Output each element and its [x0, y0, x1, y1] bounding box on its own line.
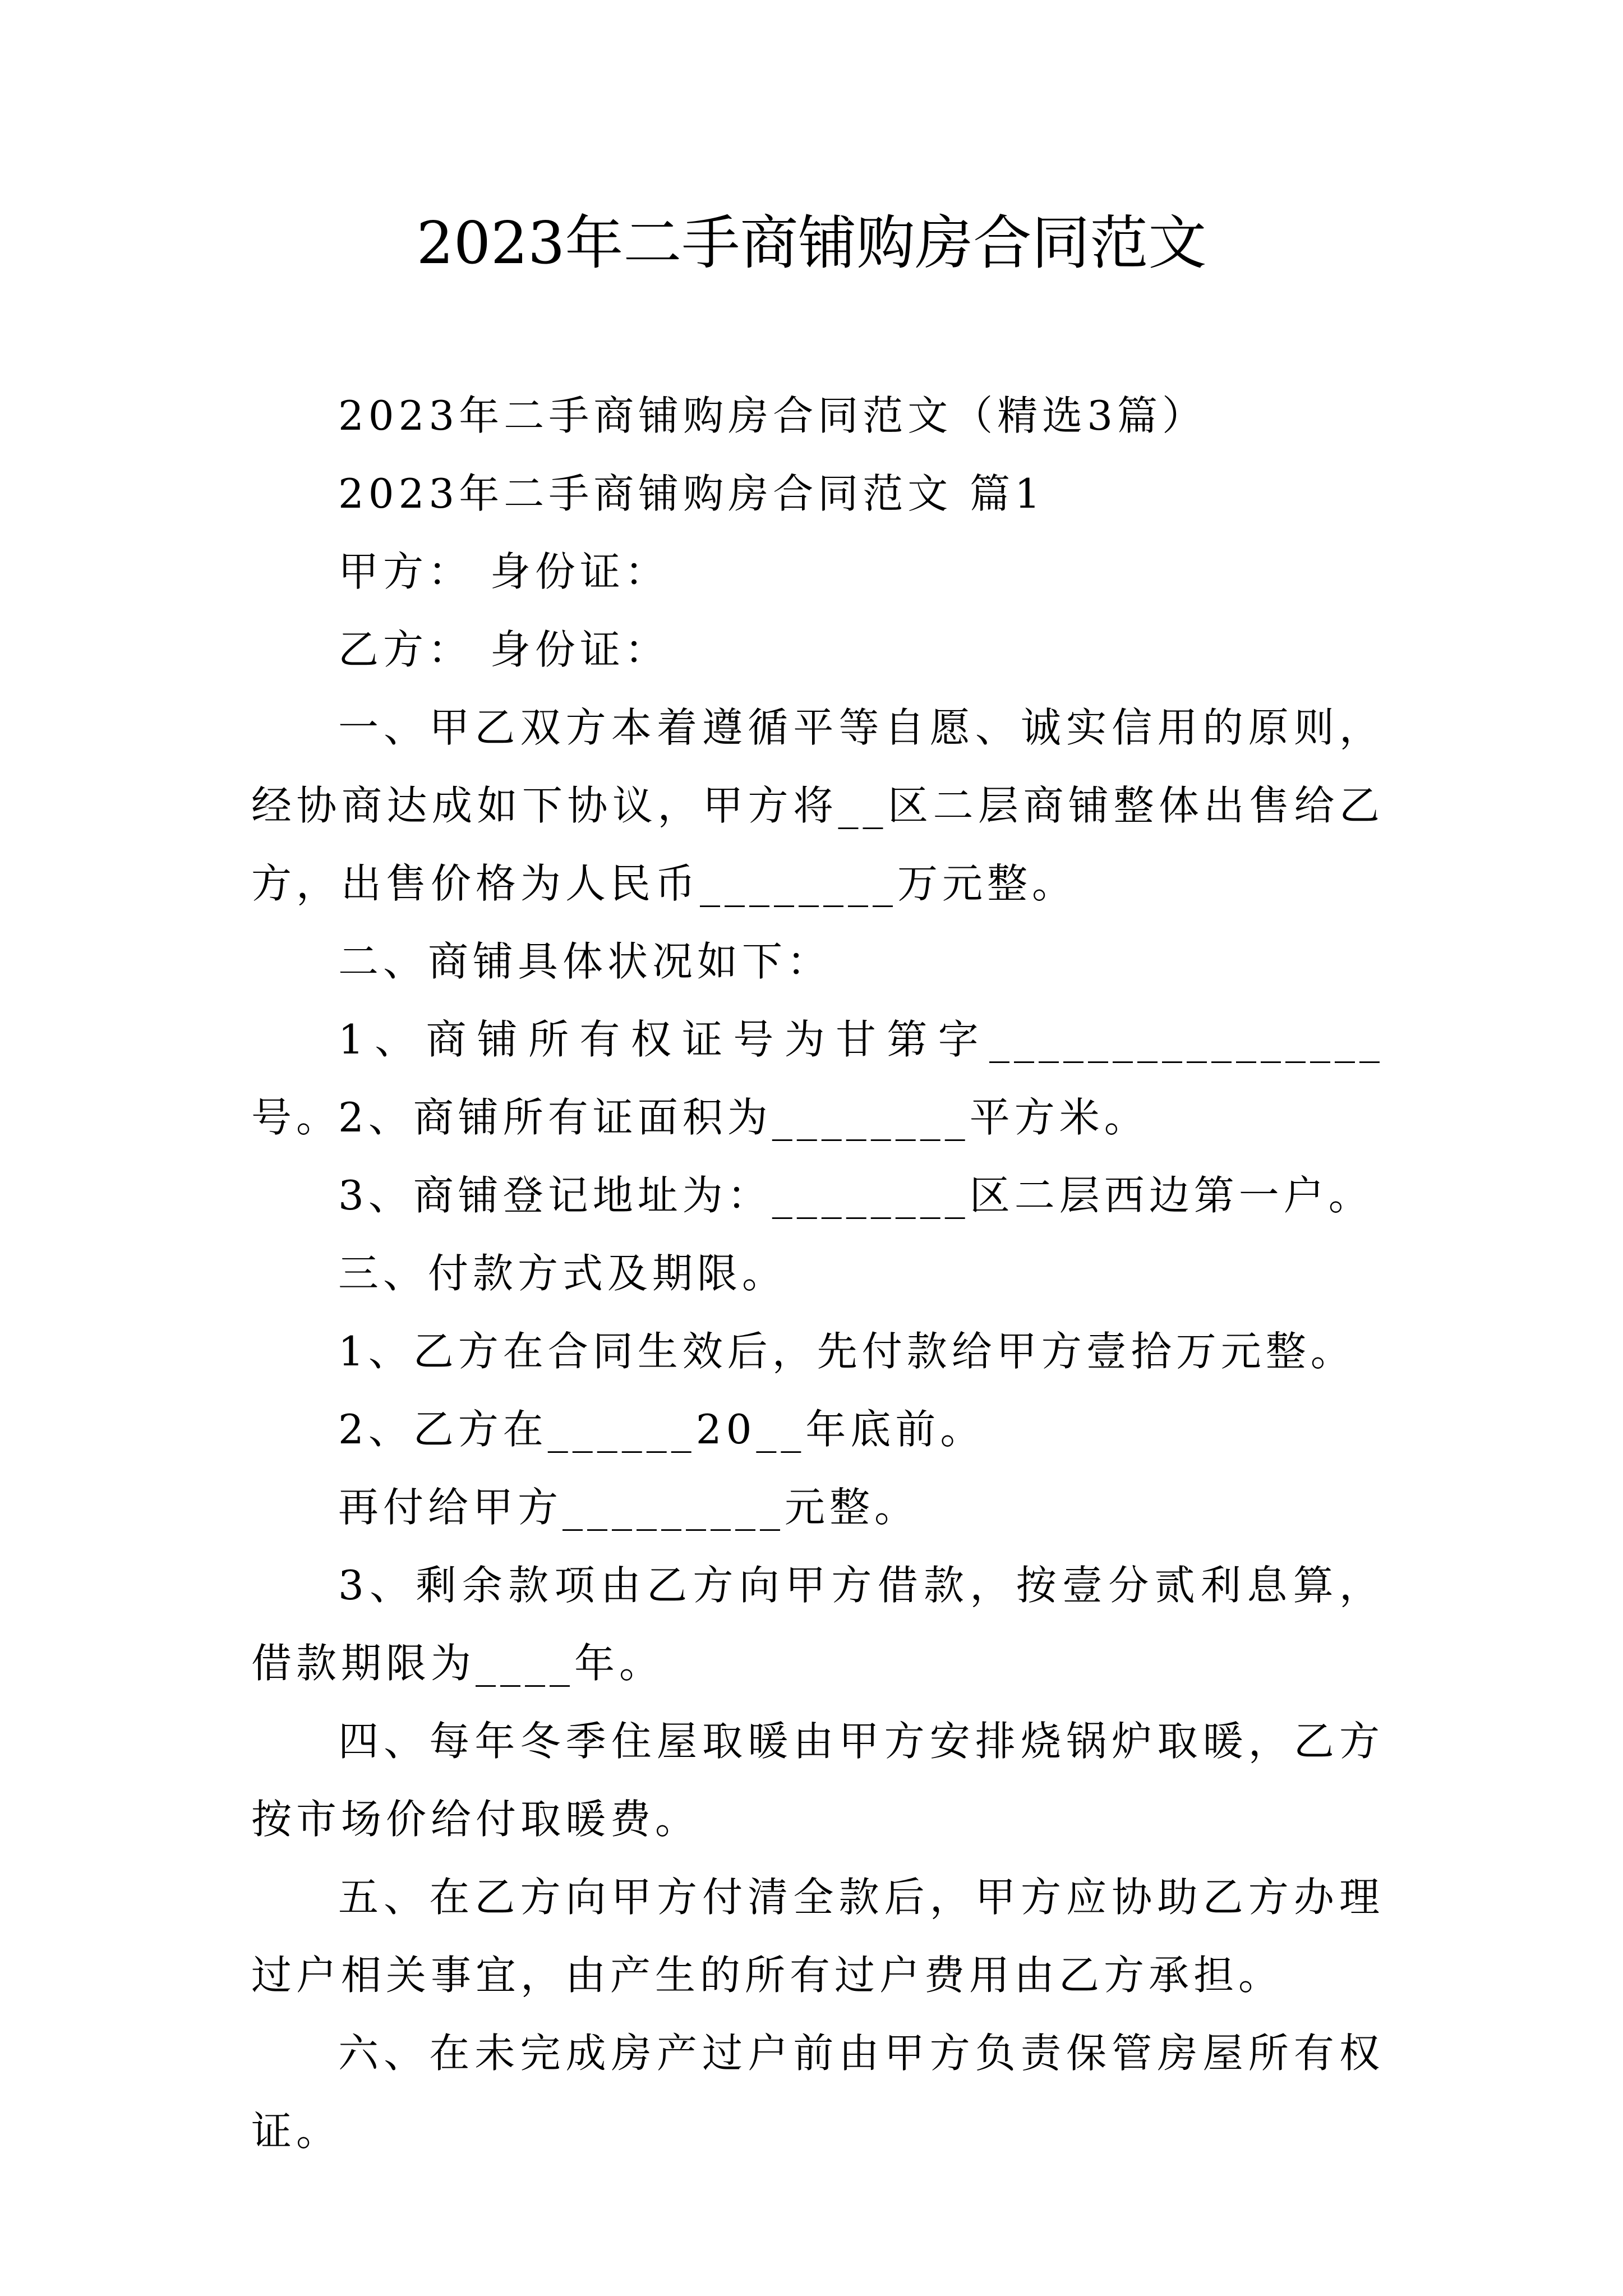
clause-6-paragraph: 六、在未完成房产过户前由甲方负责保管房屋所有权证。: [251, 2030, 1384, 2155]
subtitle-paragraph: 2023年二手商铺购房合同范文（精选3篇）: [338, 392, 1207, 439]
clause-1-paragraph: 一、甲乙双方本着遵循平等自愿、诚实信用的原则，经协商达成如下协议，甲方将__区二层商铺整体出售给乙方，出售价格为人民币________万元整。: [251, 704, 1384, 907]
clause-3-item-1: 1、乙方在合同生效后，先付款给甲方壹拾万元整。: [338, 1328, 1355, 1375]
clause-3-heading: 三、付款方式及期限。: [338, 1250, 787, 1297]
clause-2-item-2: 2、商铺所有证面积为________平方米。: [338, 1094, 1149, 1141]
document-title: 2023年二手商铺购房合同范文: [416, 209, 1207, 277]
clause-2-item-3: 3、商铺登记地址为：________区二层西边第一户。: [338, 1172, 1373, 1219]
clause-4-paragraph: 四、每年冬季住屋取暖由甲方安排烧锅炉取暖，乙方按市场价给付取暖费。: [251, 1718, 1384, 1843]
clause-3-item-2-continued: 再付给甲方_________元整。: [338, 1484, 920, 1531]
clause-5-paragraph: 五、在乙方向甲方付清全款后，甲方应协助乙方办理过户相关事宜，由产生的所有过户费用由乙方承担。: [251, 1874, 1384, 1999]
clause-3-item-2: 2、乙方在______20__年底前。: [338, 1406, 985, 1453]
clause-2-item-1: 1、商铺所有权证号为甘第字________________号。: [251, 1016, 1384, 1141]
clause-2-heading: 二、商铺具体状况如下：: [338, 938, 832, 985]
section-heading: 2023年二手商铺购房合同范文 篇1: [338, 470, 1045, 517]
clause-3-item-3: 3、剩余款项由乙方向甲方借款，按壹分贰利息算，借款期限为____年。: [251, 1562, 1384, 1687]
party-b-line: 乙方： 身份证：: [338, 626, 670, 673]
party-a-line: 甲方： 身份证：: [338, 548, 670, 595]
